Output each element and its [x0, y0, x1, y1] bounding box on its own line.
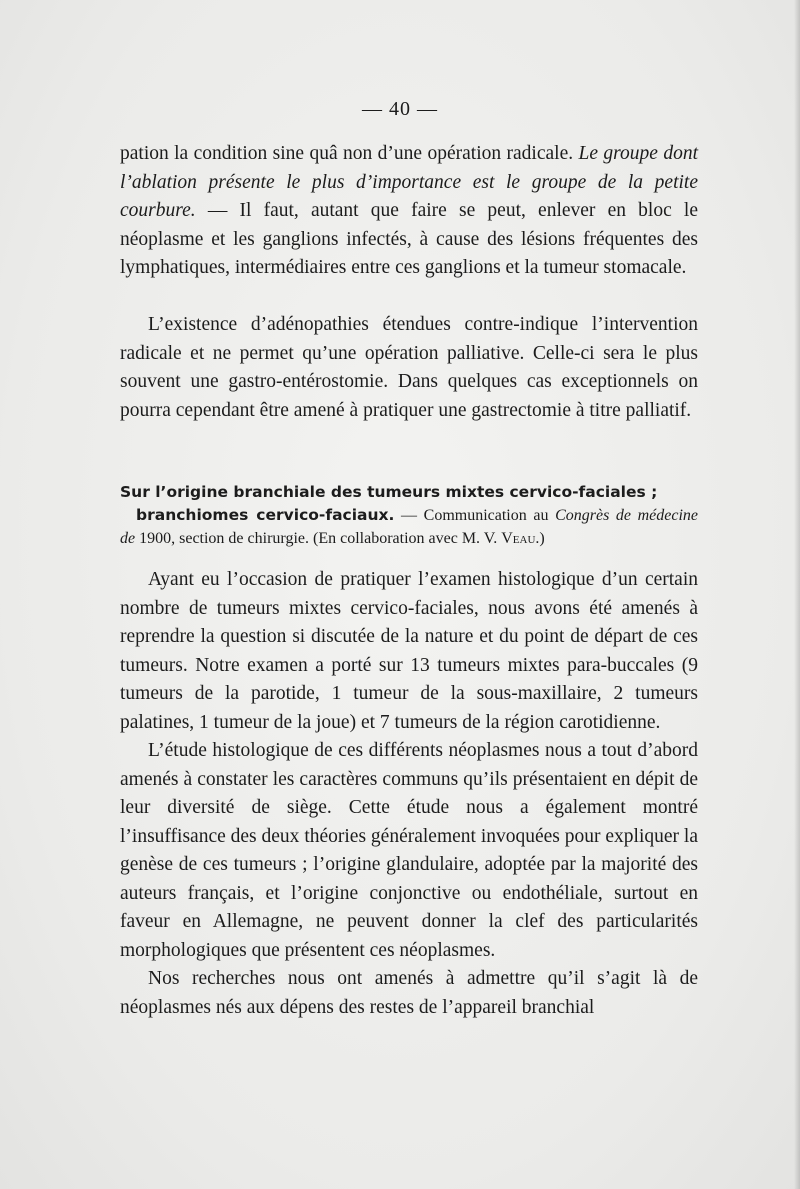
section-subtitle: branchiomes cervico-faciaux. [136, 506, 395, 524]
section-note: 1900, section de chirurgie. (En collaboration avec M. V. [135, 530, 502, 547]
paragraph-continuation [120, 140, 698, 283]
page-edge-shadow [794, 0, 800, 1189]
section-note-end: .) [535, 530, 545, 547]
section-heading [120, 481, 698, 550]
section-note-italic: Congrès de médecine de [120, 507, 699, 547]
paragraph-text: pation la condition sine quâ non d’une opération radicale. [120, 143, 579, 164]
body-paragraph: Nos recherches nous ont amenés à admettre qu’il s’agit là de néoplasmes nés aux dépens des restes de l’appareil branchial [120, 968, 698, 1018]
page-number: — 40 — [362, 98, 438, 120]
paragraph-adenopathies [120, 311, 698, 425]
paragraph-text: L’existence d’adénopathies étendues contre-indique l’intervention radicale et ne permet qu’une opération palliative. Celle-ci sera le plus souvent une gastro-entérostomie. Dans quelques cas exceptionnels on pourra cependant être amené à pratiquer une gastrectomie à titre palliatif. [120, 314, 698, 421]
section-title: Sur l’origine branchiale des tumeurs mixtes cervico-faciales ; [120, 483, 658, 501]
body-paragraph: L’étude histologique de ces différents néoplasmes nous a tout d’abord amenés à constater les caractères communs qu’ils présentaient en dépit de leur diversité de siège. Cette étude nous a également montré l’insuffisance des deux théories généralement invoquées pour expliquer la genèse de ces tumeurs ; l’origine glandulaire, adoptée par la majorité des auteurs français, et l’origine conjonctive ou endothéliale, surtout en faveur en Allemagne, ne peuvent donner la clef des particularités morphologiques que présentent ces néoplasmes. [120, 740, 698, 961]
author-name: Veau [501, 530, 536, 547]
paragraph-italic-text: Le groupe dont l’ablation présente le plus d’importance est le groupe de la petite courbure. [120, 143, 698, 222]
paragraph-text: — Il faut, autant que faire se peut, enlever en bloc le néoplasme et les ganglions infectés, à cause des lésions fréquentes des lymphatiques, intermédiaires entre ces ganglions et la tumeur stomacale. [120, 200, 698, 279]
section-note: — Communication au [394, 507, 556, 524]
section-body [120, 566, 698, 1022]
body-paragraph: Ayant eu l’occasion de pratiquer l’examen histologique d’un certain nombre de tumeurs mixtes cervico-faciales, nous avons été amenés à reprendre la question si discutée de la nature et du point de départ de ces tumeurs. Notre examen a porté sur 13 tumeurs mixtes para-buccales (9 tumeurs de la parotide, 1 tumeur de la sous-maxillaire, 2 tumeurs palatines, 1 tumeur de la joue) et 7 tumeurs de la région carotidienne. [120, 569, 698, 733]
